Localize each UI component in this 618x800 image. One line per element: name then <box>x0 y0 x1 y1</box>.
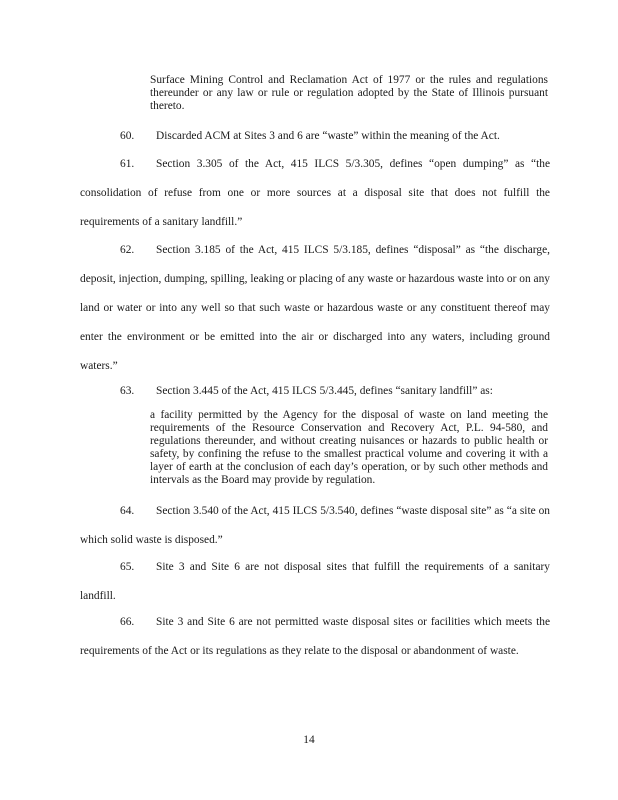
paragraph-number: 60. <box>120 130 135 142</box>
paragraph-text: Section 3.305 of the Act, 415 ILCS 5/3.305, defines “open dumping” as “the consolidation of refuse from one or more sources at a disposal site that does not fulfill the requirements of a sanitary landfill.” <box>80 158 550 228</box>
paragraph-number: 63. <box>120 385 135 397</box>
paragraph-number: 61. <box>120 158 135 170</box>
paragraph-number: 65. <box>120 561 135 573</box>
paragraph-60 <box>80 122 550 151</box>
paragraph-number: 62. <box>120 244 135 256</box>
page-number: 14 <box>303 734 315 746</box>
paragraph-text: Discarded ACM at Sites 3 and 6 are “waste” within the meaning of the Act. <box>156 130 500 142</box>
paragraph-number: 64. <box>120 505 135 517</box>
paragraph-63 <box>80 377 550 406</box>
block-quote-sanitary-landfill: a facility permitted by the Agency for the disposal of waste on land meeting the requirements of the Resource Conservation and Recovery Act, P.L. 94-580, and regulations thereunder, and without creating nuisances or hazards to public health or safety, by confining the refuse to the smallest practical volume and covering it with a layer of earth at the conclusion of each day’s operation, or by such other methods and intervals as the Board may provide by regulation. <box>150 409 548 486</box>
paragraph-text: Site 3 and Site 6 are not permitted waste disposal sites or facilities which meets the requirements of the Act or its regulations as they relate to the disposal or abandonment of waste. <box>80 616 550 657</box>
paragraph-66 <box>80 608 550 666</box>
paragraph-65 <box>80 553 550 611</box>
paragraph-64 <box>80 497 550 555</box>
paragraph-text: Section 3.445 of the Act, 415 ILCS 5/3.445, defines “sanitary landfill” as: <box>156 385 493 397</box>
paragraph-text: Site 3 and Site 6 are not disposal sites that fulfill the requirements of a sanitary landfill. <box>80 561 550 602</box>
paragraph-text: Section 3.540 of the Act, 415 ILCS 5/3.540, defines “waste disposal site” as “a site on which solid waste is disposed.” <box>80 505 550 546</box>
block-quote-continued: Surface Mining Control and Reclamation Act of 1977 or the rules and regulations thereunder or any law or rule or regulation adopted by the State of Illinois pursuant thereto. <box>150 74 548 112</box>
paragraph-62 <box>80 236 550 381</box>
paragraph-text: Section 3.185 of the Act, 415 ILCS 5/3.185, defines “disposal” as “the discharge, deposit, injection, dumping, spilling, leaking or placing of any waste or hazardous waste into or on any land or water or into any well so that such waste or hazardous waste or any constituent thereof may enter the environment or be emitted into the air or discharged into any waters, including ground waters.” <box>80 244 550 372</box>
paragraph-number: 66. <box>120 616 135 628</box>
paragraph-61 <box>80 150 550 237</box>
